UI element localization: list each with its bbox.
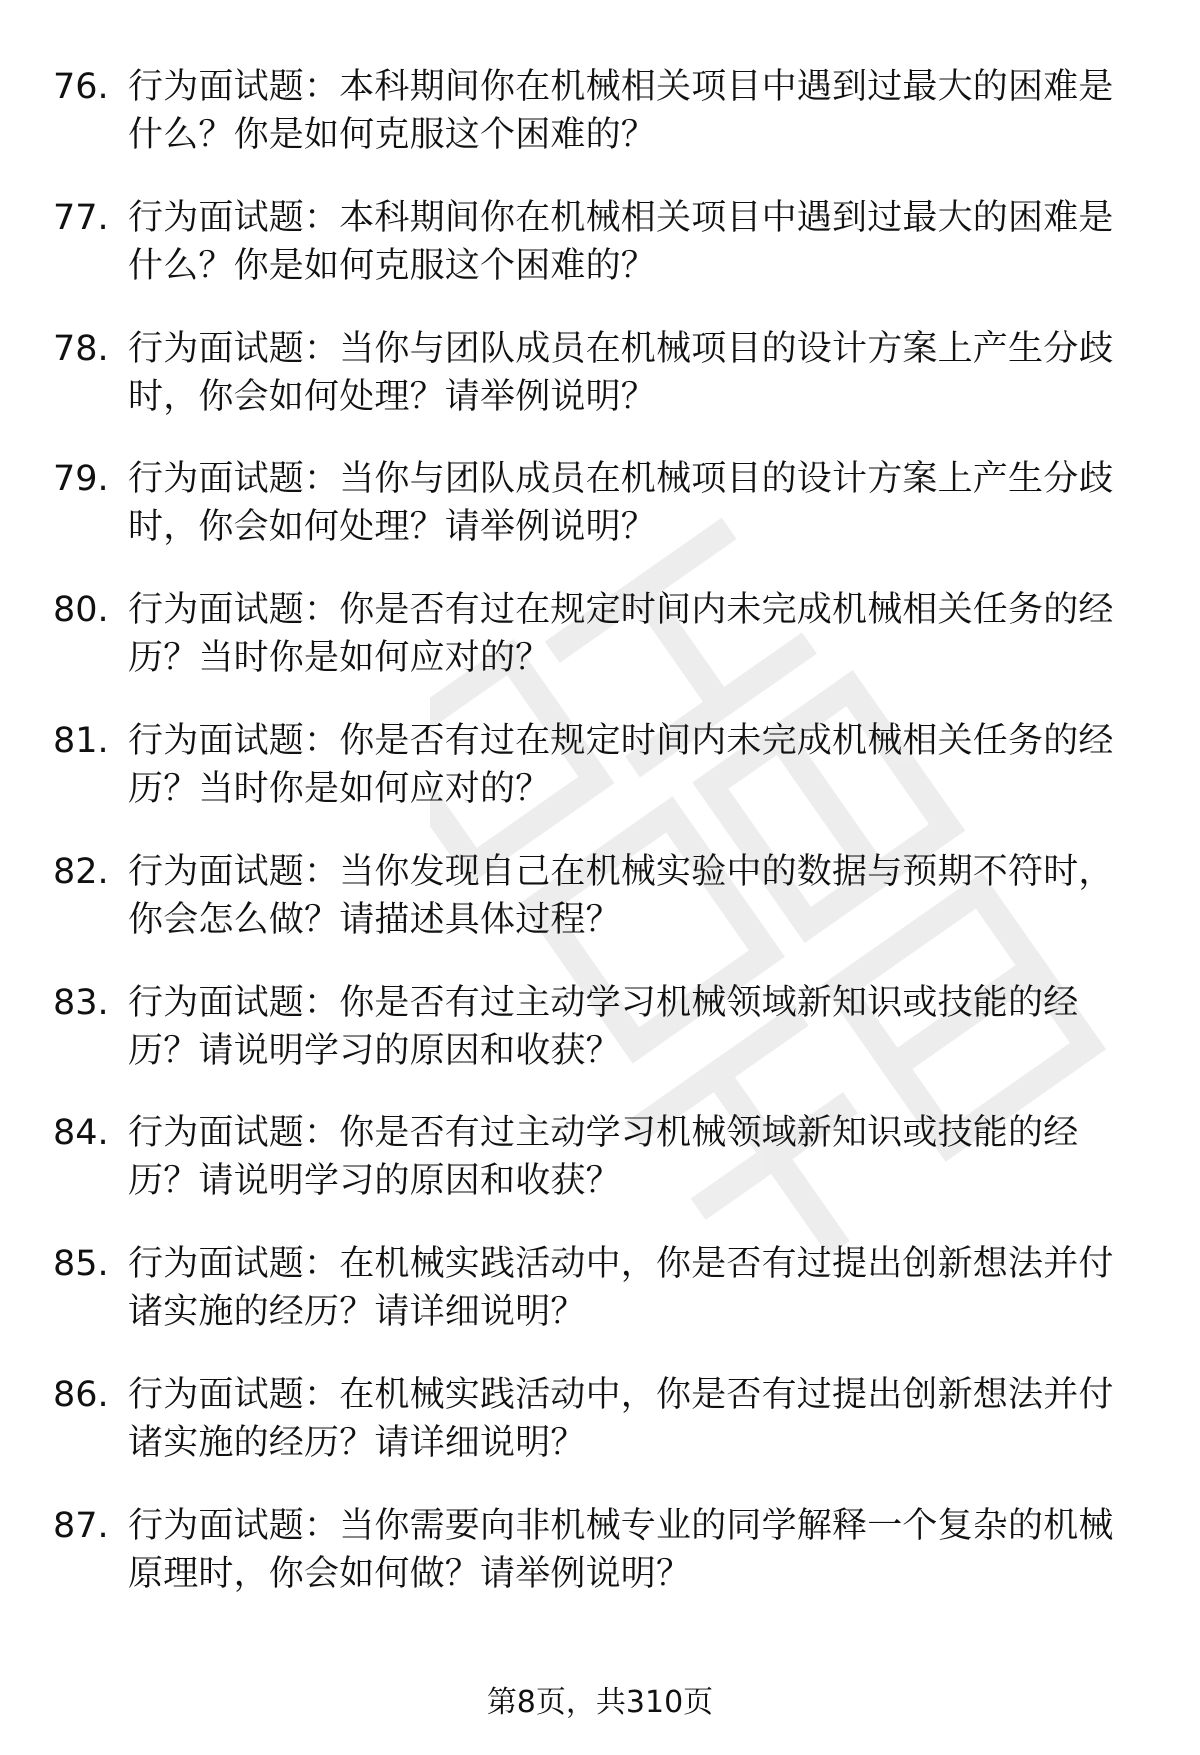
question-text-line: 行为面试题：本科期间你在机械相关项目中遇到过最大的困难是 xyxy=(128,67,1114,107)
question-text-line: 你会怎么做？请描述具体过程？ xyxy=(128,899,621,940)
question-text xyxy=(128,325,1138,421)
question-text-line: 历？请说明学习的原因和收获？ xyxy=(128,1161,621,1202)
question-number: 78. xyxy=(53,328,109,369)
question-text-line: 诸实施的经历？请详细说明？ xyxy=(128,1292,586,1333)
question-number: 87. xyxy=(53,1505,109,1546)
question-text-line: 时，你会如何处理？请举例说明？ xyxy=(128,376,657,417)
question-text xyxy=(128,979,1138,1075)
question-number: 84. xyxy=(53,1113,109,1154)
question-text-line: 行为面试题：当你与团队成员在机械项目的设计方案上产生分歧 xyxy=(128,328,1114,369)
question-text xyxy=(128,455,1138,551)
question-text xyxy=(128,1371,1138,1467)
question-text-line: 行为面试题：你是否有过在规定时间内未完成机械相关任务的经 xyxy=(128,590,1114,631)
question-text-line: 时，你会如何处理？请举例说明？ xyxy=(128,507,657,548)
question-item xyxy=(0,586,1200,717)
question-text-line: 诸实施的经历？请详细说明？ xyxy=(128,1422,586,1463)
question-text-line: 历？当时你是如何应对的？ xyxy=(128,638,551,679)
question-number: 82. xyxy=(53,851,109,892)
question-number: 85. xyxy=(53,1244,109,1285)
question-item xyxy=(0,455,1200,586)
question-item xyxy=(0,63,1200,194)
question-item xyxy=(0,325,1200,456)
question-text xyxy=(128,717,1138,813)
question-text xyxy=(128,1240,1138,1336)
question-number: 86. xyxy=(53,1374,109,1415)
question-text-line: 行为面试题：你是否有过主动学习机械领域新知识或技能的经 xyxy=(128,982,1079,1023)
question-number: 83. xyxy=(53,982,109,1023)
question-item xyxy=(0,979,1200,1110)
question-item xyxy=(0,1371,1200,1502)
question-text-line: 行为面试题：本科期间你在机械相关项目中遇到过最大的困难是 xyxy=(128,197,1114,238)
question-item xyxy=(0,194,1200,325)
question-item xyxy=(0,848,1200,979)
question-item xyxy=(0,1109,1200,1240)
question-text-line: 行为面试题：你是否有过在规定时间内未完成机械相关任务的经 xyxy=(128,720,1114,761)
question-text-line: 行为面试题：在机械实践活动中，你是否有过提出创新想法并付 xyxy=(128,1244,1114,1285)
question-text xyxy=(128,194,1138,290)
question-text xyxy=(128,586,1138,682)
question-text-line: 行为面试题：当你需要向非机械专业的同学解释一个复杂的机械 xyxy=(128,1505,1114,1546)
question-number: 76. xyxy=(53,67,109,107)
question-number: 80. xyxy=(53,590,109,631)
question-text-line: 行为面试题：当你与团队成员在机械项目的设计方案上产生分歧 xyxy=(128,459,1114,500)
question-number: 79. xyxy=(53,459,109,500)
question-list xyxy=(0,63,1200,1633)
question-text xyxy=(128,1109,1138,1205)
question-text xyxy=(128,63,1138,159)
question-text-line: 行为面试题：当你发现自己在机械实验中的数据与预期不符时， xyxy=(128,851,1114,892)
question-item xyxy=(0,1502,1200,1633)
question-text xyxy=(128,848,1138,944)
question-item xyxy=(0,1240,1200,1371)
question-number: 81. xyxy=(53,720,109,761)
question-text-line: 原理时，你会如何做？请举例说明？ xyxy=(128,1553,692,1594)
question-text-line: 历？请说明学习的原因和收获？ xyxy=(128,1030,621,1071)
question-number: 77. xyxy=(53,197,109,238)
question-text xyxy=(128,1502,1138,1598)
page-number: 第8页，共310页 xyxy=(486,1685,714,1720)
question-text-line: 什么？你是如何克服这个困难的？ xyxy=(128,115,657,155)
question-text-line: 历？当时你是如何应对的？ xyxy=(128,768,551,809)
question-item xyxy=(0,717,1200,848)
question-text-line: 行为面试题：你是否有过主动学习机械领域新知识或技能的经 xyxy=(128,1113,1079,1154)
question-text-line: 什么？你是如何克服这个困难的？ xyxy=(128,245,657,286)
question-text-line: 行为面试题：在机械实践活动中，你是否有过提出创新想法并付 xyxy=(128,1374,1114,1415)
